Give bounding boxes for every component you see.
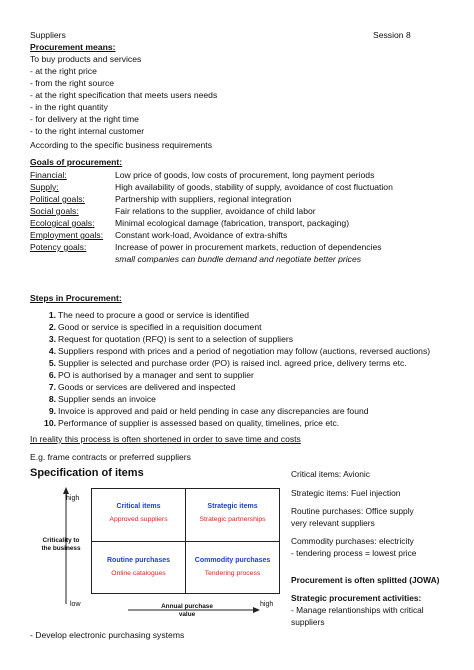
note-commodity-1: Commodity purchases: electricity [291,536,414,546]
goal-label-supply: Supply: [30,182,59,192]
spec-heading: Specification of items [30,467,144,479]
y-axis-high: high [66,495,80,502]
cell-subtitle: Tendering process [204,570,261,577]
step-number: 2. [48,322,56,332]
cell-title: Commodity purchases [194,557,271,564]
purchasing-matrix [91,488,280,594]
cell-title: Critical items [116,503,161,510]
step-text: Invoice is approved and paid or held pending in case any discrepancies are found [58,406,369,416]
note-strategic: Strategic items: Fuel injection [291,488,401,498]
goal-label-ecological: Ecological goals: [30,218,95,228]
goal-label-employment: Employment goals: [30,230,104,240]
example-note: E.g. frame contracts or preferred suppliers [30,452,191,462]
procurement-means-heading: Procurement means: [30,42,116,52]
step-number: 8. [48,394,56,404]
goal-label-potency: Potency goals: [30,242,87,252]
cell-commodity-purchases [186,557,279,577]
goal-text-social: Fair relations to the supplier, avoidance of child labor [115,206,316,216]
goal-label-social: Social goals: [30,206,79,216]
step-text: Performance of supplier is assessed based on quality, timelines, price etc. [58,418,340,428]
step-number: 4. [48,346,56,356]
note-activities-2: suppliers [291,617,325,627]
step-number: 1. [48,310,56,320]
potency-note: small companies can bundle demand and negotiate better prices [115,254,362,264]
goal-text-ecological: Minimal ecological damage (fabrication, transport, packaging) [115,218,350,228]
step-text: The need to procure a good or service is identified [58,310,250,320]
bottom-note: - Develop electronic purchasing systems [30,630,185,640]
cell-critical-items [92,503,185,523]
note-critical: Critical items: Avionic [291,469,370,479]
y-axis-low: low [70,601,81,608]
document-title: Suppliers [30,30,66,40]
step-number: 3. [48,334,56,344]
note-routine-2: very relevant suppliers [291,518,375,528]
step-text: PO is authorised by a manager and sent to supplier [58,370,254,380]
goal-label-financial: Financial: [30,170,67,180]
x-axis-label-2: value [178,611,196,618]
procurement-means-item: - in the right quantity [30,102,108,112]
goal-text-potency: Increase of power in procurement markets, reduction of dependencies [115,242,382,252]
steps-heading: Steps in Procurement: [30,293,122,303]
cell-strategic-items [186,503,279,523]
procurement-means-item: - at the right specification that meets users needs [30,90,218,100]
cell-subtitle: Approved suppliers [109,516,168,523]
cell-subtitle: Online catalogues [111,570,166,577]
y-axis-label-1: Criticality to [42,537,80,544]
step-text: Request for quotation (RFQ) is sent to a selection of suppliers [58,334,294,344]
step-number: 9. [48,406,56,416]
session-label: Session 8 [373,30,411,40]
note-routine-1: Routine purchases: Office supply [291,506,414,516]
step-text: Supplier sends an invoice [58,394,156,404]
goal-label-political: Political goals: [30,194,85,204]
procurement-means-item: - at the right price [30,66,97,76]
matrix-divider-horizontal [92,541,279,542]
goal-text-employment: Constant work-load, Avoidance of extra-shifts [115,230,288,240]
x-axis-label-1: Annual purchase [161,603,213,610]
note-commodity-2: - tendering process = lowest price [291,548,417,558]
x-axis-arrow-icon [253,607,260,613]
note-activities-heading: Strategic procurement activities: [291,593,422,603]
goal-text-political: Partnership with suppliers, regional integration [115,194,292,204]
step-number: 6. [48,370,56,380]
goals-heading: Goals of procurement: [30,157,123,167]
procurement-means-item: - from the right source [30,78,115,88]
step-text: Supplier is selected and purchase order (PO) is raised incl. agreed price, delivery terms etc. [58,358,407,368]
step-text: Suppliers respond with prices and a period of negotiation may follow (auctions, reversed auctions) [58,346,431,356]
step-number: 7. [48,382,56,392]
cell-subtitle: Strategic partnerships [199,516,266,523]
y-axis-arrow-icon [63,487,69,494]
procurement-means-item: - for delivery at the right time [30,114,139,124]
note-activities-1: - Manage relantionships with critical [291,605,424,615]
step-number: 5. [48,358,56,368]
procurement-means-note: According to the specific business requirements [30,140,212,150]
step-text: Good or service is specified in a requisition document [58,322,262,332]
procurement-means-intro: To buy products and services [30,54,142,64]
y-axis-label-2: the business [41,545,81,552]
goal-text-supply: High availability of goods, stability of supply, avoidance of cost fluctuation [115,182,393,192]
step-text: Goods or services are delivered and inspected [58,382,236,392]
procurement-means-item: - to the right internal customer [30,126,145,136]
x-axis-high: high [260,601,274,608]
goal-text-financial: Low price of goods, low costs of procurement, long payment periods [115,170,375,180]
reality-note: In reality this process is often shortened in order to save time and costs [30,434,301,444]
cell-title: Routine purchases [106,557,170,564]
cell-title: Strategic items [207,503,258,510]
note-splitted: Procurement is often splitted (JOWA) [291,575,440,585]
cell-routine-purchases [92,557,185,577]
step-number: 10. [44,418,56,428]
